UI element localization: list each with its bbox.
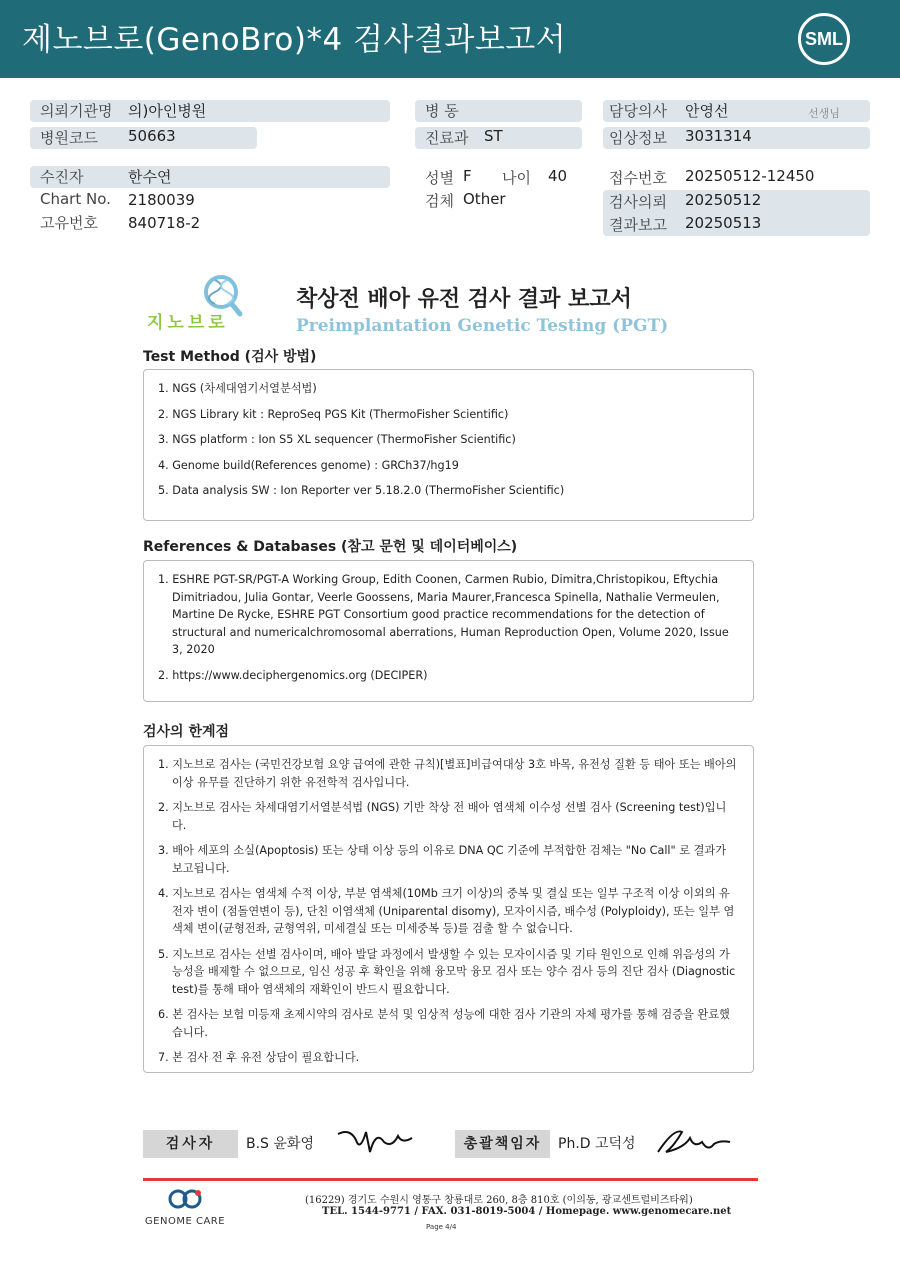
sex-value: F bbox=[463, 167, 472, 185]
patient-bar bbox=[30, 166, 390, 188]
limitation-item: 1. 지노브로 검사는 (국민건강보험 요양 급여에 관한 규칙)[별표]비급여대상 3호 바목, 유전성 질환 등 태아 또는 배아의 이상 유무를 진단하기 위한 유전학적 검사입니다. bbox=[158, 758, 737, 789]
unique-label: 고유번호 bbox=[40, 214, 98, 232]
sex-label: 성별 bbox=[425, 169, 454, 187]
doctor-value: 안영선 bbox=[685, 102, 729, 120]
page-number: Page 4/4 bbox=[426, 1223, 457, 1231]
hospital-code-value: 50663 bbox=[128, 127, 176, 145]
dept-label: 진료과 bbox=[425, 129, 469, 147]
genome-care-text: GENOME CARE bbox=[144, 1216, 226, 1227]
footer-address: (16229) 경기도 수원시 영통구 창룡대로 260, 8층 810호 (이의동, 광교센트럴비즈타워) bbox=[305, 1195, 693, 1206]
header-title: 제노브로(GenoBro)*4 검사결과보고서 bbox=[22, 22, 567, 58]
director-signature-icon bbox=[654, 1122, 734, 1160]
report-title: 착상전 배아 유전 검사 결과 보고서 bbox=[296, 287, 632, 312]
method-item: 2. NGS Library kit : ReproSeq PGS Kit (ThermoFisher Scientific) bbox=[158, 407, 509, 421]
limitation-item: 2. 지노브로 검사는 차세대염기서열분석법 (NGS) 기반 착상 전 배아 염색체 이수성 선별 검사 (Screening test)입니다. bbox=[158, 801, 727, 832]
limitations-list bbox=[158, 756, 739, 1067]
chart-label: Chart No. bbox=[40, 190, 111, 208]
method-item: 1. NGS (차세대염기서열분석법) bbox=[158, 382, 317, 395]
request-label: 검사의뢰 bbox=[609, 193, 667, 211]
limitation-item: 7. 본 검사 전 후 유전 상담이 필요합니다. bbox=[158, 1051, 360, 1064]
references-list bbox=[158, 571, 739, 684]
limitation-item: 3. 배아 세포의 소실(Apoptosis) 또는 상태 이상 등의 이유로 DNA QC 기준에 부적합한 검체는 "No Call" 로 결과가 보고됩니다. bbox=[158, 844, 727, 875]
reference-item: 2. https://www.deciphergenomics.org (DECIPER) bbox=[158, 668, 428, 682]
report-header bbox=[0, 0, 900, 78]
patient-value: 한수연 bbox=[128, 168, 172, 186]
sml-logo: SML bbox=[798, 13, 850, 65]
report-subtitle: Preimplantation Genetic Testing (PGT) bbox=[296, 316, 669, 336]
clinical-label: 임상정보 bbox=[609, 129, 667, 147]
genome-care-icon bbox=[165, 1188, 205, 1210]
ward-label: 병 동 bbox=[425, 102, 459, 120]
references-box bbox=[143, 560, 754, 702]
doctor-suffix: 선생님 bbox=[808, 107, 840, 120]
method-item: 3. NGS platform : Ion S5 XL sequencer (ThermoFisher Scientific) bbox=[158, 433, 516, 446]
specimen-value: Other bbox=[463, 190, 506, 208]
report-date-value: 20250513 bbox=[685, 214, 762, 232]
clinical-value: 3031314 bbox=[685, 127, 752, 145]
genome-care-logo bbox=[140, 1188, 230, 1228]
method-list bbox=[158, 380, 739, 500]
institution-value: 의)아인병원 bbox=[128, 102, 207, 120]
specimen-label: 검체 bbox=[425, 192, 454, 210]
hospital-code-label: 병원코드 bbox=[40, 129, 98, 147]
method-item: 5. Data analysis SW : Ion Reporter ver 5.18.2.0 (ThermoFisher Scientific) bbox=[158, 484, 565, 497]
dept-value: ST bbox=[484, 127, 503, 145]
method-box bbox=[143, 369, 754, 521]
genobro-logo-text: 지노브로 bbox=[147, 313, 229, 333]
director-name: Ph.D 고덕성 bbox=[558, 1136, 636, 1152]
request-value: 20250512 bbox=[685, 191, 762, 209]
doctor-label: 담당의사 bbox=[609, 102, 667, 120]
genobro-logo bbox=[145, 272, 255, 332]
chart-value: 2180039 bbox=[128, 191, 195, 209]
limitation-item: 4. 지노브로 검사는 염색체 수적 이상, 부분 염색체(10Mb 크기 이상)의 중복 및 결실 또는 일부 구조적 이상 이외의 유전자 변이 (점돌연변이 등), 단친 이염색체 (Uniparental disomy), 모자이시즘, 배수성 (Polyploidy), 또는 일부 염색체 변이(균형전좌, 균형역위, 미세결실 또는 미세중복 등)를 검출 할 수 없습니다. bbox=[158, 887, 735, 935]
examiner-name: B.S 윤화영 bbox=[246, 1136, 314, 1152]
reference-item: 1. ESHRE PGT-SR/PGT-A Working Group, Edith Coonen, Carmen Rubio, Dimitra,Christopikou, Eftychia Dimitriadou, Julia Gontar, Veerle Goossens, Maria Maurer,Francesca Spinella, Nathalie Vermeulen, Martine De Rycke, ESHRE PGT Consortium good practice recommendations for the detection of structural and numericalchromosomal aberrations, Human Reproduction Open, Volume 2020, Issue 3, 2020 bbox=[158, 573, 729, 656]
patient-label: 수진자 bbox=[40, 168, 84, 186]
method-title: Test Method (검사 방법) bbox=[143, 349, 317, 365]
director-label: 총괄책임자 bbox=[455, 1130, 550, 1158]
institution-label: 의뢰기관명 bbox=[40, 102, 113, 120]
examiner-signature-icon bbox=[336, 1124, 416, 1160]
limitations-title: 검사의 한계점 bbox=[143, 724, 230, 740]
limitation-item: 5. 지노브로 검사는 선별 검사이며, 배아 발달 과정에서 발생할 수 있는 모자이시즘 및 기타 원인으로 인해 위음성의 가능성을 배제할 수 없으므로, 임신 성공 후 확인을 위해 융모막 융모 검사 또는 양수 검사 등의 진단 검사 (Diagnostic test)를 통해 태아 염색체의 재확인이 반드시 필요합니다. bbox=[158, 947, 736, 996]
method-item: 4. Genome build(References genome) : GRCh37/hg19 bbox=[158, 458, 459, 472]
unique-value: 840718-2 bbox=[128, 214, 201, 232]
footer-divider bbox=[143, 1178, 758, 1181]
examiner-label: 검사자 bbox=[143, 1130, 238, 1158]
footer-contact: TEL. 1544-9771 / FAX. 031-8019-5004 / Homepage. www.genomecare.net bbox=[322, 1206, 732, 1217]
receipt-label: 접수번호 bbox=[609, 169, 667, 187]
limitations-box bbox=[143, 745, 754, 1073]
report-date-label: 결과보고 bbox=[609, 216, 667, 234]
limitation-item: 6. 본 검사는 보험 미등재 초제시약의 검사로 분석 및 임상적 성능에 대한 검사 기관의 자체 평가를 통해 검증을 완료했습니다. bbox=[158, 1008, 730, 1039]
age-value: 40 bbox=[548, 167, 568, 185]
references-title: References & Databases (참고 문헌 및 데이터베이스) bbox=[143, 539, 518, 555]
age-label: 나이 bbox=[502, 169, 531, 187]
receipt-value: 20250512-12450 bbox=[685, 167, 815, 185]
